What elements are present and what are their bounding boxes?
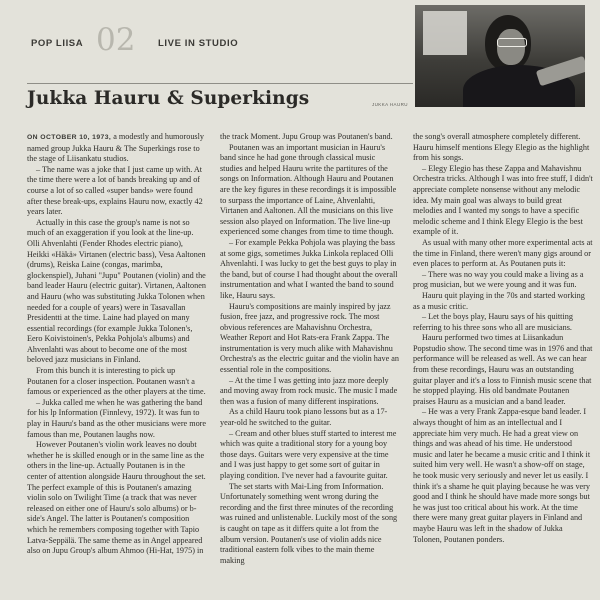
article-body — [27, 132, 593, 600]
paragraph: – He was a very Frank Zappa-esque band leader. I always thought of him as an intellectual and I appreciate him very much. He had a great view on things and was ahead of his time. He understood music and later he became a music critic and I think it suited him very well. He wasn't a show-off on stage, he took music very seriously and never let us easily. I think it's a shame he quit playing because he was very good and I think he should have made more songs but he was just too critical about his work. At the time there were many great guitar players in Finland and maybe Hauru was left in the shadow of Jukka Tolonen, Poutanen ponders. — [413, 407, 591, 544]
paragraph: – Elegy Elegio has these Zappa and Mahavishnu Orchestra tricks. Although I was into free stuff, I didn't appreciate complete nonsense without any melodic idea. My main goal was always to build great melodies and I wanted my songs to have a specific melodic scheme and I think Elegy Elegio is the best example of it. — [413, 163, 593, 237]
paragraph — [27, 132, 207, 165]
photo-glasses — [497, 38, 527, 47]
paragraph: Hauru performed two times at Liisankadun Popstudio show. The second time was in 1976 and that performance will be released as well. As we can hear from these recordings, Hauru was an outstanding guitar player and it's a loss to Finnish music scene that he stopped playing. His old bandmate Poutanen praises Hauru as a musician and a band leader. — [413, 333, 593, 406]
issue-number: 02 — [96, 22, 136, 58]
paragraph: Hauru quit playing in the 70s and started working as a music critic. — [413, 290, 585, 311]
paragraph: From this bunch it is interesting to pick up Poutanen for a closer inspection. Poutanen wasn't a famous or experienced as the other players at the time. — [27, 366, 206, 397]
paragraph: Poutanen was an important musician in Hauru's band since he had gone through classical music studies and helped Hauru write the partitures of the songs on Information. Although Hauru and Poutanen are the key figures in these recordings it is impossible to surpass the importance of Laine, Ahvenlahti, Virtanen and Aaltonen. All the musicians on this live session also played on Information. The live line-up experienced some changes from time to time though. — [220, 142, 397, 237]
paragraph: – There was no way you could make a living as a prog musician, but we were young and it was fun. — [413, 269, 584, 290]
paragraph: However Poutanen's violin work leaves no doubt whether he is skilled enough or in the same line as the others in the line-up. Actually Poutanen is in the center of attention alongside Hauru throughout the set. The perfect example of this is Poutanen's amazing violin solo on Twilight Time (a track that was never released on either one of Hauru's solo albums) or b-side's Angel. The latter is Poutanen's composition which he remembers composing together with Tapio Latva-Seppälä. The same theme as in Angel appeared also on Jupu Group's album Ahmoo (Hi-Hat, 1975) in — [27, 440, 206, 556]
paragraph: the song's overall atmosphere completely different. Hauru himself mentions Elegy Elegio as the highlight from his songs. — [413, 132, 590, 163]
header-divider — [27, 83, 413, 84]
paragraph: the track Moment. Jupu Group was Poutanen's band. — [220, 132, 393, 141]
series-title: POP LIISA — [31, 38, 84, 49]
paragraph: – Jukka called me when he was gathering the band for his lp Information (Finnlevy, 1972). It was fun to play in Hauru's band as the other musicians were more famous than me, Poutanen laughs now. — [27, 397, 207, 439]
article-title: Jukka Hauru & Superkings — [27, 88, 310, 109]
paragraph: – Let the boys play, Hauru says of his quitting referring to his three sons who all are musicians. — [413, 312, 573, 332]
section-title: LIVE IN STUDIO — [158, 38, 239, 49]
paragraph: – The name was a joke that I just came up with. At the time there were a lot of bands breaking up and of course a lot of so called «super bands» were found after these break-ups, explains Hauru now, exactly 42 years later. — [27, 164, 203, 217]
paragraph: As usual with many other more experimental acts at the time in Finland, there weren't many gigs around or even places to perform at. As Poutanen puts it: — [413, 237, 593, 269]
photo-face — [497, 29, 525, 65]
paragraph: – Cream and other blues stuff started to interest me which was quite a traditional story for a young boy those days. Guitars were very expensive at the time and I was just happy to get some sort of guitar in playing condition. I've never had a favourite guitar. — [220, 428, 397, 480]
paragraph: Hauru's compositions are mainly inspired by jazz fusion, free jazz, and progressive rock. The most obvious references are Mahavishnu Orchestra, Weather Report and Hot Rats-era Frank Zappa. The instrumentation is very much alike with Mahavishnu Orchestra's as the electric guitar and the violin have an essential role in the compositions. — [220, 301, 400, 375]
paragraph: – For example Pekka Pohjola was playing the bass at some gigs, sometimes Jukka Linkola replaced Olli Ahvenlahti. I was lucky to get the best guys to play in the band, but of course I had thought about the overall instrumentation and what I wanted the band to sound like, Hauru says. — [220, 237, 398, 300]
photo-credit: JUKKA HAURU — [372, 102, 408, 107]
column-2 — [220, 132, 400, 600]
paragraph: Actually in this case the group's name is not so much of an exaggeration if you look at the line-up. Olli Ahvenlahti (Fender Rhodes electric piano), Heikki «Häkä» Virtanen (electric bass), Vesa Aaltonen (drums), Reiska Laine (congas, marimba, glockenspiel), Juhani "Jupu" Poutanen (violin) and the band leader Hauru (electric guitar). Virtanen, Aaltonen and Hauru (who was substituting Jukka Tolonen when needed for a couple of years) were in Tasavallan Presidentti at the time. Laine had played on many essential recordings (for example Jukka Tolonen's, Eero Koivistoinen's, Pekka Pohjola's albums) and Ahvenlahti was about to become one of the most beloved jazz musicians in Finland. — [27, 217, 206, 365]
paragraph: As a child Hauru took piano lessons but as a 17-year-old he switched to the guitar. — [220, 407, 388, 428]
lead-in: ON OCTOBER 10, 1973, — [27, 134, 112, 141]
paragraph: The set starts with Mai-Ling from Information. Unfortunately something went wrong during the recording and the first three minutes of the recording was ruined and unlistenable. Luckily most of the song is caught on tape as it differs quite a lot from the album version. Poutanen's use of violin adds nice traditional eastern folk vibes to the main theme making — [220, 481, 398, 565]
lead-text: a modestly and humorously named group Jukka Hauru & The Superkings rose to the stage of Liisankatu studios. — [27, 132, 204, 164]
paragraph: – At the time I was getting into jazz more deeply and moving away from rock music. The music I made then was a fusion of many different inspirations. — [220, 375, 398, 406]
photo-window — [423, 11, 467, 55]
column-3 — [413, 132, 593, 600]
column-1 — [27, 132, 207, 600]
artist-photo — [415, 5, 585, 107]
